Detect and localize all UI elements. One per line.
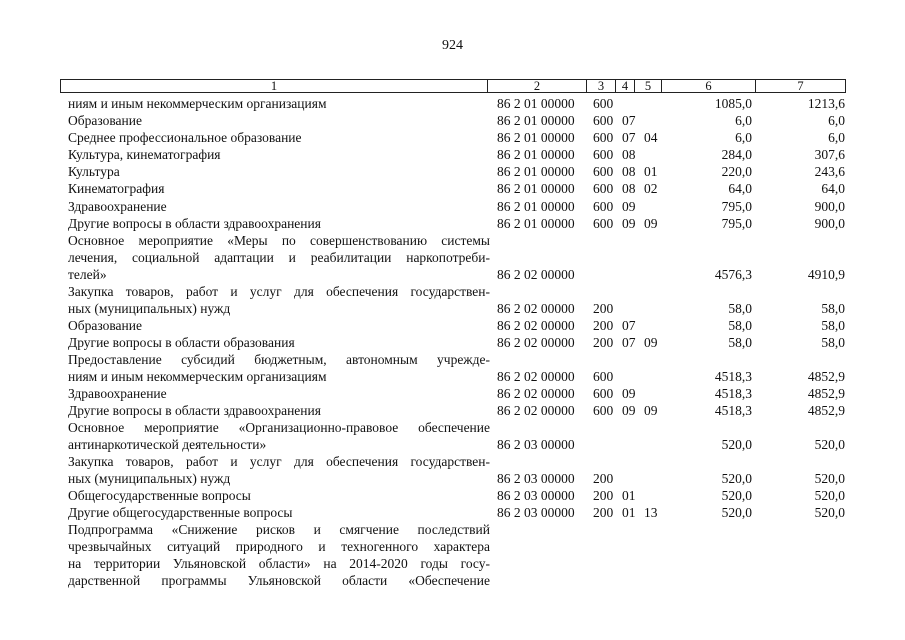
row-col-7: 64,0 bbox=[821, 181, 845, 196]
table-row bbox=[0, 146, 905, 163]
table-row bbox=[0, 163, 905, 180]
row-col-6: 795,0 bbox=[721, 216, 752, 231]
row-col-7: 58,0 bbox=[821, 301, 845, 316]
row-col-6: 64,0 bbox=[728, 181, 752, 196]
header-col-5: 5 bbox=[635, 80, 662, 92]
row-code: 86 2 02 00000 bbox=[497, 335, 575, 350]
row-label: антинаркотической деятельности» bbox=[68, 437, 267, 452]
table-row bbox=[0, 129, 905, 146]
row-label: Другие вопросы в области здравоохранения bbox=[68, 403, 321, 418]
row-col-4: 01 bbox=[622, 488, 636, 503]
row-col-5: 01 bbox=[644, 164, 658, 179]
row-col-6: 58,0 bbox=[728, 318, 752, 333]
row-label: Здравоохранение bbox=[68, 386, 167, 401]
row-col-3: 200 bbox=[593, 335, 614, 350]
row-col-3: 600 bbox=[593, 403, 614, 418]
row-col-7: 1213,6 bbox=[807, 96, 845, 111]
row-code: 86 2 02 00000 bbox=[497, 386, 575, 401]
row-label: Среднее профессиональное образование bbox=[68, 130, 302, 145]
row-col-7: 520,0 bbox=[814, 471, 845, 486]
row-label: на территории Ульяновской области» на 2014-2020 годы госу- bbox=[68, 556, 490, 571]
table-row bbox=[0, 385, 905, 402]
row-col-7: 520,0 bbox=[814, 488, 845, 503]
row-col-7: 307,6 bbox=[814, 147, 845, 162]
row-col-6: 520,0 bbox=[721, 505, 752, 520]
row-col-6: 284,0 bbox=[721, 147, 752, 162]
table-row bbox=[0, 334, 905, 351]
table-row bbox=[0, 402, 905, 419]
row-col-5: 09 bbox=[644, 403, 658, 418]
row-col-5: 13 bbox=[644, 505, 658, 520]
table-row bbox=[0, 232, 905, 249]
row-col-7: 243,6 bbox=[814, 164, 845, 179]
row-col-4: 09 bbox=[622, 386, 636, 401]
row-col-6: 795,0 bbox=[721, 199, 752, 214]
row-col-4: 08 bbox=[622, 181, 636, 196]
row-col-7: 4852,9 bbox=[807, 369, 845, 384]
table-row bbox=[0, 487, 905, 504]
row-col-3: 600 bbox=[593, 386, 614, 401]
table-row bbox=[0, 436, 905, 453]
row-code: 86 2 03 00000 bbox=[497, 471, 575, 486]
row-col-6: 220,0 bbox=[721, 164, 752, 179]
row-label: лечения, социальной адаптации и реабилитации наркопотреби- bbox=[68, 250, 490, 265]
row-col-4: 09 bbox=[622, 216, 636, 231]
row-label: Подпрограмма «Снижение рисков и смягчение последствий bbox=[68, 522, 490, 537]
row-col-3: 200 bbox=[593, 505, 614, 520]
row-code: 86 2 02 00000 bbox=[497, 369, 575, 384]
row-col-7: 4852,9 bbox=[807, 386, 845, 401]
table-row bbox=[0, 504, 905, 521]
row-col-7: 900,0 bbox=[814, 216, 845, 231]
row-code: 86 2 01 00000 bbox=[497, 181, 575, 196]
row-label: Общегосударственные вопросы bbox=[68, 488, 251, 503]
table-row bbox=[0, 572, 905, 589]
row-col-3: 600 bbox=[593, 181, 614, 196]
row-code: 86 2 02 00000 bbox=[497, 318, 575, 333]
table-row bbox=[0, 419, 905, 436]
header-col-4: 4 bbox=[616, 80, 635, 92]
table-row bbox=[0, 555, 905, 572]
row-code: 86 2 01 00000 bbox=[497, 130, 575, 145]
row-col-5: 09 bbox=[644, 216, 658, 231]
row-label: Образование bbox=[68, 318, 142, 333]
row-label: ниям и иным некоммерческим организациям bbox=[68, 369, 327, 384]
row-code: 86 2 01 00000 bbox=[497, 164, 575, 179]
row-col-6: 4576,3 bbox=[714, 267, 752, 282]
row-col-4: 09 bbox=[622, 199, 636, 214]
table-row bbox=[0, 95, 905, 112]
row-col-7: 900,0 bbox=[814, 199, 845, 214]
row-col-3: 600 bbox=[593, 164, 614, 179]
row-col-7: 58,0 bbox=[821, 335, 845, 350]
row-label: Основное мероприятие «Меры по совершенствованию системы bbox=[68, 233, 490, 248]
row-col-4: 07 bbox=[622, 318, 636, 333]
row-col-7: 4852,9 bbox=[807, 403, 845, 418]
row-col-4: 07 bbox=[622, 130, 636, 145]
row-col-5: 09 bbox=[644, 335, 658, 350]
header-col-2: 2 bbox=[488, 80, 587, 92]
row-col-5: 02 bbox=[644, 181, 658, 196]
table-row bbox=[0, 266, 905, 283]
row-label: Предоставление субсидий бюджетным, автономным учрежде- bbox=[68, 352, 490, 367]
table-row bbox=[0, 470, 905, 487]
row-code: 86 2 02 00000 bbox=[497, 301, 575, 316]
row-label: чрезвычайных ситуаций природного и техногенного характера bbox=[68, 539, 490, 554]
row-col-3: 200 bbox=[593, 471, 614, 486]
row-label: Здравоохранение bbox=[68, 199, 167, 214]
row-col-3: 600 bbox=[593, 147, 614, 162]
row-label: ных (муниципальных) нужд bbox=[68, 301, 231, 316]
row-code: 86 2 02 00000 bbox=[497, 267, 575, 282]
row-code: 86 2 03 00000 bbox=[497, 488, 575, 503]
table-row bbox=[0, 538, 905, 555]
row-label: Образование bbox=[68, 113, 142, 128]
row-col-6: 58,0 bbox=[728, 335, 752, 350]
row-col-4: 07 bbox=[622, 335, 636, 350]
row-col-6: 520,0 bbox=[721, 437, 752, 452]
row-label: Культура bbox=[68, 164, 120, 179]
row-label: телей» bbox=[68, 267, 107, 282]
row-col-4: 08 bbox=[622, 147, 636, 162]
row-code: 86 2 01 00000 bbox=[497, 96, 575, 111]
header-col-6: 6 bbox=[662, 80, 756, 92]
row-col-4: 09 bbox=[622, 403, 636, 418]
row-label: Кинематография bbox=[68, 181, 165, 196]
row-code: 86 2 02 00000 bbox=[497, 403, 575, 418]
row-label: Закупка товаров, работ и услуг для обеспечения государствен- bbox=[68, 454, 490, 469]
row-col-4: 07 bbox=[622, 113, 636, 128]
row-col-4: 01 bbox=[622, 505, 636, 520]
row-col-3: 600 bbox=[593, 96, 614, 111]
row-label: ниям и иным некоммерческим организациям bbox=[68, 96, 327, 111]
row-label: Другие вопросы в области здравоохранения bbox=[68, 216, 321, 231]
row-code: 86 2 03 00000 bbox=[497, 437, 575, 452]
table-row bbox=[0, 283, 905, 300]
row-label: дарственной программы Ульяновской области «Обеспечение bbox=[68, 573, 490, 588]
row-label: ных (муниципальных) нужд bbox=[68, 471, 231, 486]
row-col-3: 200 bbox=[593, 488, 614, 503]
row-code: 86 2 01 00000 bbox=[497, 113, 575, 128]
row-col-6: 4518,3 bbox=[714, 403, 752, 418]
header-col-7: 7 bbox=[797, 79, 804, 93]
row-code: 86 2 03 00000 bbox=[497, 505, 575, 520]
table-row bbox=[0, 215, 905, 232]
row-col-6: 4518,3 bbox=[714, 369, 752, 384]
row-col-7: 520,0 bbox=[814, 437, 845, 452]
row-code: 86 2 01 00000 bbox=[497, 147, 575, 162]
row-col-6: 4518,3 bbox=[714, 386, 752, 401]
row-col-3: 200 bbox=[593, 318, 614, 333]
table-row bbox=[0, 249, 905, 266]
row-code: 86 2 01 00000 bbox=[497, 216, 575, 231]
row-col-7: 6,0 bbox=[828, 130, 845, 145]
row-col-5: 04 bbox=[644, 130, 658, 145]
header-col-1: 1 bbox=[61, 80, 488, 92]
row-label: Другие вопросы в области образования bbox=[68, 335, 295, 350]
row-col-7: 4910,9 bbox=[807, 267, 845, 282]
table-row bbox=[0, 521, 905, 538]
page-number: 924 bbox=[442, 38, 463, 53]
row-col-3: 600 bbox=[593, 369, 614, 384]
table-row bbox=[0, 198, 905, 215]
row-label: Основное мероприятие «Организационно-правовое обеспечение bbox=[68, 420, 490, 435]
row-code: 86 2 01 00000 bbox=[497, 199, 575, 214]
row-label: Культура, кинематография bbox=[68, 147, 221, 162]
row-col-6: 6,0 bbox=[735, 130, 752, 145]
table-header bbox=[60, 79, 846, 93]
table-row bbox=[0, 180, 905, 197]
row-col-6: 58,0 bbox=[728, 301, 752, 316]
table-row bbox=[0, 368, 905, 385]
row-col-3: 600 bbox=[593, 199, 614, 214]
table-row bbox=[0, 300, 905, 317]
row-col-3: 600 bbox=[593, 130, 614, 145]
row-label: Закупка товаров, работ и услуг для обеспечения государствен- bbox=[68, 284, 490, 299]
table-row bbox=[0, 317, 905, 334]
row-col-6: 6,0 bbox=[735, 113, 752, 128]
row-col-6: 1085,0 bbox=[714, 96, 752, 111]
row-col-7: 520,0 bbox=[814, 505, 845, 520]
row-col-3: 200 bbox=[593, 301, 614, 316]
row-col-6: 520,0 bbox=[721, 471, 752, 486]
row-col-7: 6,0 bbox=[828, 113, 845, 128]
table-row bbox=[0, 351, 905, 368]
table-row bbox=[0, 112, 905, 129]
row-col-4: 08 bbox=[622, 164, 636, 179]
row-col-3: 600 bbox=[593, 113, 614, 128]
row-col-7: 58,0 bbox=[821, 318, 845, 333]
row-col-6: 520,0 bbox=[721, 488, 752, 503]
header-col-3: 3 bbox=[587, 80, 616, 92]
row-col-3: 600 bbox=[593, 216, 614, 231]
table-row bbox=[0, 453, 905, 470]
row-label: Другие общегосударственные вопросы bbox=[68, 505, 293, 520]
